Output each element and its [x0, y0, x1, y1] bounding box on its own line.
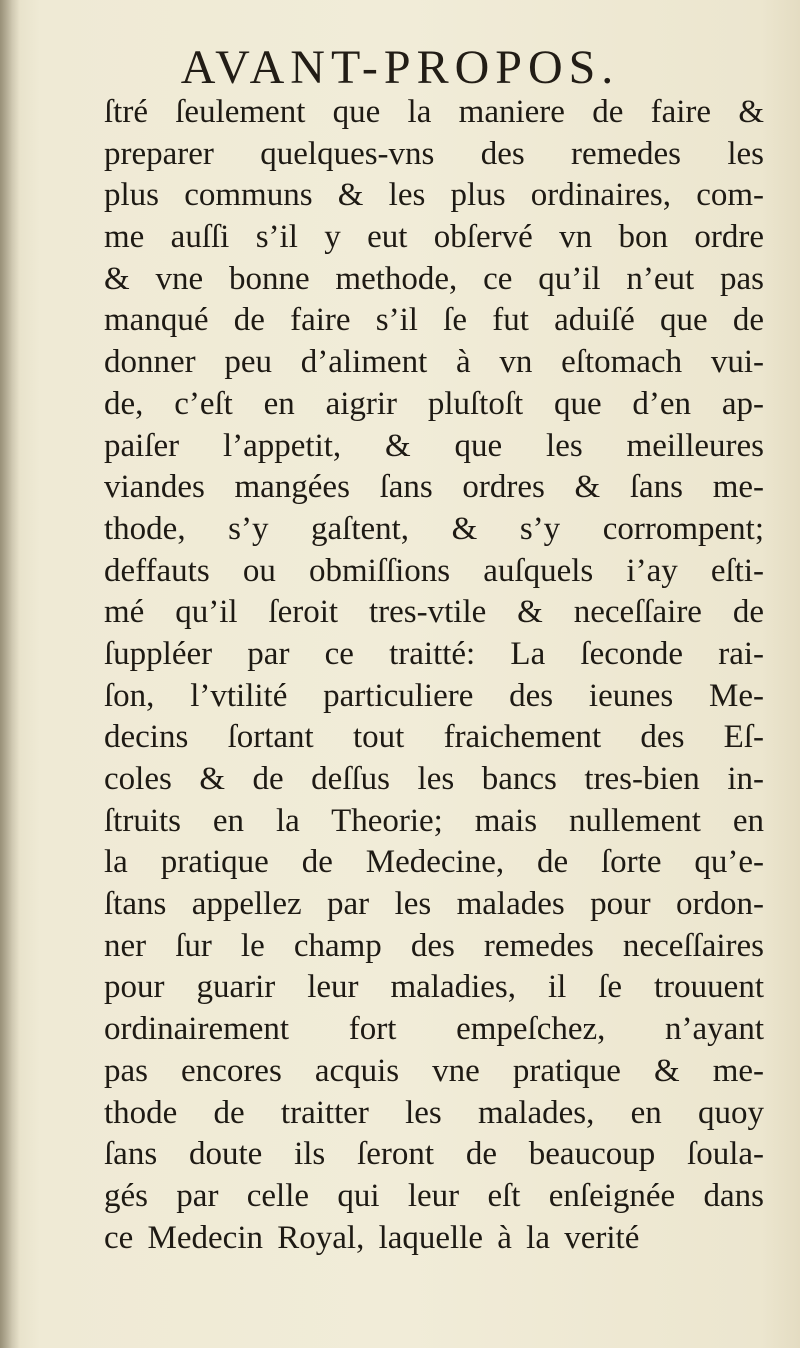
text-line: ſtans appellez par les malades pour ordon- [104, 886, 764, 923]
text-line: paiſer l’appetit, & que les meilleures [104, 427, 764, 464]
body-text [104, 92, 764, 1259]
text-line: ordinairement fort empeſchez, n’ayant [104, 1011, 764, 1048]
text-line: ce Medecin Royal, laquelle à la verité [104, 1219, 640, 1256]
text-line: gés par celle qui leur eſt enſeignée dans [104, 1177, 764, 1214]
text-line: viandes mangées ſans ordres & ſans me- [104, 469, 764, 506]
running-header: AVANT-PROPOS. [180, 41, 620, 94]
text-line: & vne bonne methode, ce qu’il n’eut pas [104, 260, 764, 297]
text-line: de, c’eſt en aigrir pluſtoſt que d’en ap- [104, 385, 764, 422]
text-line: thode, s’y gaſtent, & s’y corrompent; [104, 510, 764, 547]
text-line: pour guarir leur maladies, il ſe trouuent [104, 969, 764, 1006]
text-line: preparer quelques-vns des remedes les [104, 135, 764, 172]
text-line: mé qu’il ſeroit tres-vtile & neceſſaire de [104, 594, 764, 631]
text-line: pas encores acquis vne pratique & me- [104, 1052, 764, 1089]
text-line: ſon, l’vtilité particuliere des ieunes Me- [104, 677, 764, 714]
text-line: deffauts ou obmiſſions auſquels i’ay eſti- [104, 552, 764, 589]
text-line: coles & de deſſus les bancs tres-bien in- [104, 761, 764, 797]
text-line: ſtré ſeulement que la maniere de faire & [104, 94, 764, 130]
text-line: plus communs & les plus ordinaires, com- [104, 177, 764, 214]
text-line: ſans doute ils ſeront de beaucoup ſoula- [104, 1136, 764, 1173]
text-line: manqué de faire s’il ſe fut aduiſé que de [104, 302, 764, 339]
text-line: decins ſortant tout fraichement des Eſ- [104, 719, 764, 756]
text-line: donner peu d’aliment à vn eſtomach vui- [104, 344, 764, 381]
text-line: la pratique de Medecine, de ſorte qu’e- [104, 844, 764, 881]
text-line: ner ſur le champ des remedes neceſſaires [104, 927, 764, 964]
text-line: thode de traitter les malades, en quoy [104, 1094, 764, 1131]
text-line: me auſſi s’il y eut obſervé vn bon ordre [104, 219, 764, 256]
page-spine-shadow [0, 0, 20, 1348]
text-line: ſuppléer par ce traitté: La ſeconde rai- [104, 635, 764, 672]
text-line: ſtruits en la Theorie; mais nullement en [104, 802, 764, 839]
